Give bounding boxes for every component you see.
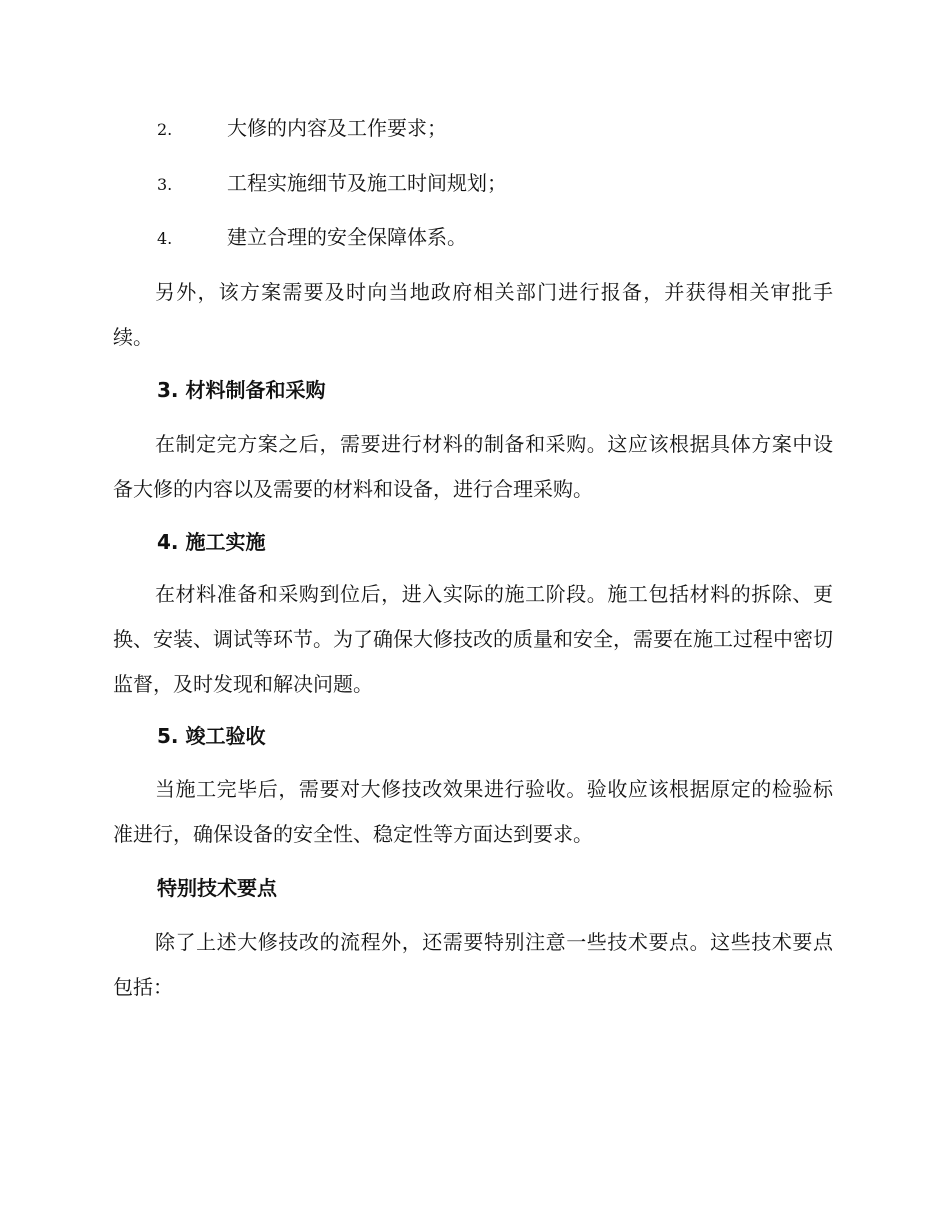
section-heading: 3. 材料制备和采购 (157, 378, 326, 402)
list-text: 大修的内容及工作要求； (227, 116, 447, 140)
section-heading: 4. 施工实施 (157, 530, 266, 554)
list-item (157, 223, 467, 253)
list-item (157, 114, 447, 144)
list-number: 4. (157, 229, 173, 248)
list-number: 3. (157, 175, 173, 194)
list-number: 2. (157, 120, 173, 139)
list-text: 建立合理的安全保障体系。 (227, 225, 467, 249)
section-paragraph: 当施工完毕后，需要对大修技改效果进行验收。验收应该根据原定的检验标准进行，确保设备的安全性、稳定性等方面达到要求。 (113, 777, 833, 846)
section-paragraph: 在材料准备和采购到位后，进入实际的施工阶段。施工包括材料的拆除、更换、安装、调试等环节。为了确保大修技改的质量和安全，需要在施工过程中密切监督，及时发现和解决问题。 (113, 582, 833, 696)
paragraph-report: 另外，该方案需要及时向当地政府相关部门进行报备，并获得相关审批手续。 (113, 280, 833, 349)
section-heading: 特别技术要点 (157, 876, 277, 900)
section-paragraph: 在制定完方案之后，需要进行材料的制备和采购。这应该根据具体方案中设备大修的内容以及需要的材料和设备，进行合理采购。 (113, 432, 833, 501)
list-text: 工程实施细节及施工时间规划； (227, 171, 507, 195)
list-item (157, 169, 507, 199)
section-heading: 5. 竣工验收 (157, 724, 266, 748)
section-paragraph: 除了上述大修技改的流程外，还需要特别注意一些技术要点。这些技术要点包括： (113, 930, 833, 999)
